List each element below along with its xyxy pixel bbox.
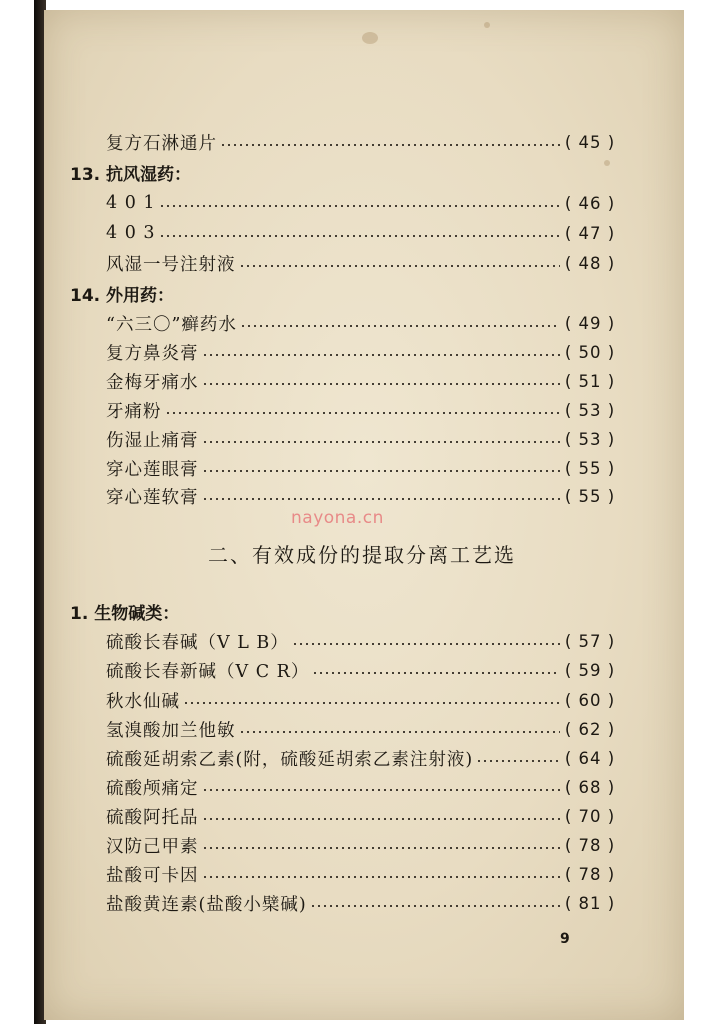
toc-entry (106, 338, 616, 366)
entry-title: 盐酸可卡因 (106, 865, 199, 886)
entry-page: ( 81 ) (564, 893, 616, 913)
toc-entry (106, 189, 616, 217)
entry-page: ( 62 ) (564, 719, 616, 739)
dot-leader (202, 441, 561, 443)
page-number: 9 (560, 931, 570, 947)
category-heading: 1. 生物碱类： (70, 604, 180, 624)
entry-page: ( 50 ) (564, 342, 616, 362)
dot-leader (239, 265, 561, 267)
entry-title: 4 0 1 (106, 193, 156, 213)
toc-entry (106, 425, 616, 453)
entry-title: 汉防己甲素 (106, 836, 199, 857)
dot-leader (239, 731, 561, 733)
entry-title: 氢溴酸加兰他敏 (106, 720, 236, 741)
toc-entry (106, 860, 616, 888)
entry-page: ( 64 ) (564, 748, 616, 768)
toc-entry (106, 889, 616, 917)
entry-title: 金梅牙痛水 (106, 372, 199, 393)
entry-title: 硫酸颅痛定 (106, 778, 199, 799)
entry-page: ( 46 ) (564, 193, 616, 213)
entry-page: ( 78 ) (564, 864, 616, 884)
toc-entry (106, 744, 616, 772)
dot-leader (312, 672, 560, 674)
entry-title: 复方鼻炎膏 (106, 343, 199, 364)
dot-leader (202, 498, 561, 500)
toc-entry (106, 396, 616, 424)
toc-entry (106, 686, 616, 714)
dot-leader (310, 905, 560, 907)
paper-stain (362, 32, 378, 44)
toc-entry (106, 454, 616, 482)
dot-leader (202, 847, 561, 849)
entry-page: ( 51 ) (564, 371, 616, 391)
section-title: 二、有效成份的提取分离工艺选 (208, 543, 516, 567)
dot-leader (183, 702, 560, 704)
dot-leader (202, 876, 561, 878)
dot-leader (240, 325, 560, 327)
dot-leader (202, 818, 561, 820)
entry-title: 风湿一号注射液 (106, 254, 236, 275)
dot-leader (202, 354, 561, 356)
dot-leader (159, 205, 560, 207)
toc-entry (106, 219, 616, 247)
entry-page: ( 47 ) (564, 223, 616, 243)
dot-leader (476, 760, 560, 762)
entry-page: ( 60 ) (564, 690, 616, 710)
entry-title: 复方石淋通片 (106, 133, 217, 154)
entry-page: ( 59 ) (564, 660, 616, 680)
toc-entry (106, 831, 616, 859)
toc-entry (106, 309, 616, 337)
dot-leader (202, 789, 561, 791)
entry-title: 秋水仙碱 (106, 691, 180, 712)
dot-leader (202, 383, 561, 385)
entry-title: 盐酸黄连素(盐酸小檗碱) (106, 894, 307, 915)
entry-page: ( 49 ) (564, 313, 616, 333)
entry-title: 穿心莲眼膏 (106, 459, 199, 480)
entry-page: ( 53 ) (564, 400, 616, 420)
toc-entry (106, 482, 616, 510)
entry-title: 穿心莲软膏 (106, 487, 199, 508)
entry-page: ( 70 ) (564, 806, 616, 826)
toc-entry (106, 627, 616, 655)
paper-stain (604, 160, 610, 166)
entry-page: ( 78 ) (564, 835, 616, 855)
dot-leader (159, 235, 560, 237)
entry-title: 硫酸延胡索乙素(附，硫酸延胡索乙素注射液) (106, 749, 474, 770)
paper-stain (484, 22, 490, 28)
entry-title: “六三〇”癣药水 (106, 314, 237, 335)
entry-title: 4 0 3 (106, 223, 156, 243)
entry-title: 硫酸长春新碱（V C R） (106, 661, 310, 682)
toc-entry (106, 128, 616, 156)
entry-page: ( 45 ) (564, 132, 616, 152)
dot-leader (220, 144, 560, 146)
category-heading: 14. 外用药： (70, 286, 175, 306)
entry-page: ( 68 ) (564, 777, 616, 797)
category-heading: 13. 抗风湿药： (70, 165, 192, 185)
entry-title: 硫酸长春碱（V L B） (106, 632, 289, 653)
toc-entry (106, 367, 616, 395)
entry-page: ( 48 ) (564, 253, 616, 273)
entry-title: 牙痛粉 (106, 401, 162, 422)
watermark: nayona.cn (291, 508, 384, 528)
toc-entry (106, 773, 616, 801)
toc-entry (106, 656, 616, 684)
entry-page: ( 53 ) (564, 429, 616, 449)
entry-page: ( 55 ) (564, 486, 616, 506)
toc-entry (106, 715, 616, 743)
toc-entry (106, 249, 616, 277)
dot-leader (165, 412, 561, 414)
entry-page: ( 55 ) (564, 458, 616, 478)
entry-title: 硫酸阿托品 (106, 807, 199, 828)
toc-entry (106, 802, 616, 830)
dot-leader (202, 470, 561, 472)
entry-page: ( 57 ) (564, 631, 616, 651)
dot-leader (292, 643, 560, 645)
entry-title: 伤湿止痛膏 (106, 430, 199, 451)
